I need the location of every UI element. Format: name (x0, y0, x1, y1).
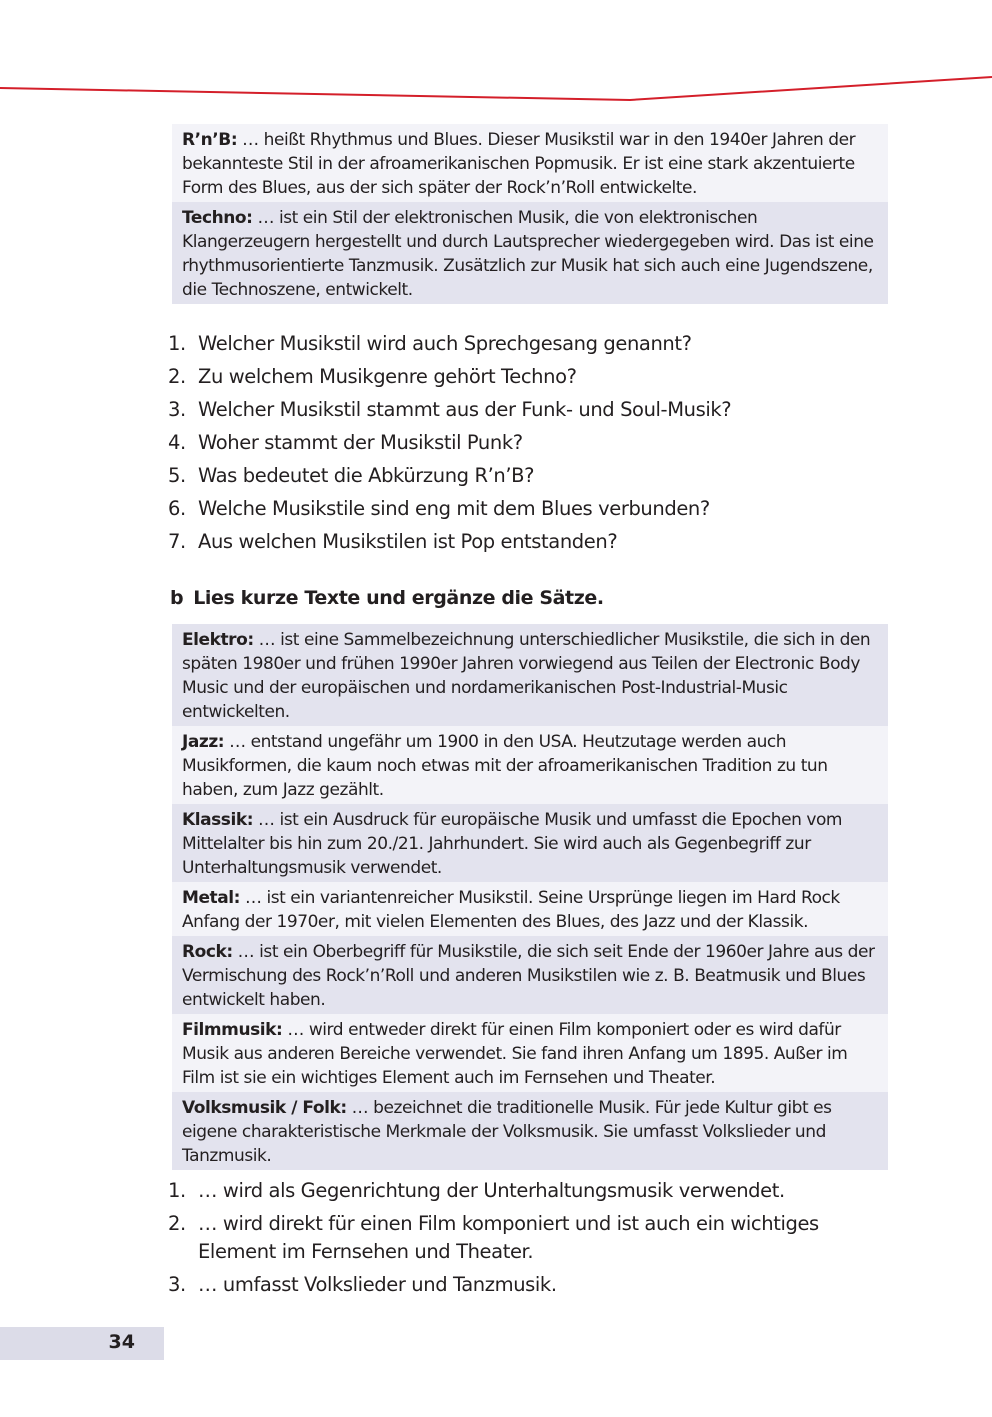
definition-text: … bezeichnet die traditionelle Musik. Für jede Kultur gibt es eigene charakteristische Merkmale der Volksmusik. Sie umfasst Volkslieder und Tanzmusik. (182, 1098, 832, 1166)
item-text: … wird direkt für einen Film komponiert und ist auch ein wichtiges Element im Fernsehen und Theater. (198, 1212, 819, 1263)
list-item (168, 360, 898, 393)
item-number: 2. (168, 365, 186, 388)
item-text: Aus welchen Musikstilen ist Pop entstanden? (198, 530, 618, 553)
item-text: Was bedeutet die Abkürzung R’n’B? (198, 464, 535, 487)
list-item (168, 525, 898, 558)
item-text: Zu welchem Musikgenre gehört Techno? (198, 365, 577, 388)
definition-entry-metal (172, 882, 888, 936)
definition-term: Filmmusik: (182, 1020, 283, 1040)
definition-term: Elektro: (182, 630, 254, 650)
definition-entry-techno (172, 202, 888, 304)
list-item (168, 459, 898, 492)
definition-entry-volksmusik (172, 1092, 888, 1170)
definition-term: R’n’B: (182, 130, 238, 150)
item-text: Woher stammt der Musikstil Punk? (198, 431, 523, 454)
item-number: 2. (168, 1212, 186, 1235)
item-number: 3. (168, 398, 186, 421)
definition-entry-jazz (172, 726, 888, 804)
definition-text: … ist ein Oberbegriff für Musikstile, die sich seit Ende der 1960er Jahre aus der Vermischung des Rock’n’Roll und anderen Musikstilen wie z. B. Beatmusik und Blues entwickelt haben. (182, 942, 875, 1010)
definition-text: … ist eine Sammelbezeichnung unterschiedlicher Musikstile, die sich in den späten 1980er und frühen 1990er Jahren vorwiegend aus Teilen der Electronic Body Music und der europäischen und nordamerikanischen Post-Industrial-Music entwickelten. (182, 630, 871, 722)
definition-term: Metal: (182, 888, 240, 908)
definition-entry-rnb (172, 124, 888, 202)
definition-entry-filmmusik (172, 1014, 888, 1092)
question-list-a (168, 327, 898, 558)
item-number: 5. (168, 464, 186, 487)
page-number-box (0, 1327, 164, 1360)
list-item (168, 426, 898, 459)
list-item (168, 1210, 898, 1266)
list-item (168, 393, 898, 426)
definition-text: … entstand ungefähr um 1900 in den USA. Heutzutage werden auch Musikformen, die kaum noch etwas mit der afroamerikanischen Tradition zu tun haben, zum Jazz gezählt. (182, 732, 828, 800)
item-number: 1. (168, 332, 186, 355)
definition-term: Rock: (182, 942, 233, 962)
item-number: 7. (168, 530, 186, 553)
item-text: … wird als Gegenrichtung der Unterhaltungsmusik verwendet. (198, 1179, 785, 1202)
definition-term: Volksmusik / Folk: (182, 1098, 347, 1118)
section-heading-b (170, 587, 604, 609)
definition-text: … ist ein Stil der elektronischen Musik, die von elektronischen Klangerzeugern hergestellt und durch Lautsprecher wiedergegeben wird. Das ist eine rhythmusorientierte Tanzmusik. Zusätzlich zur Musik hat sich auch eine Jugendszene, die Technoszene, entwickelt. (182, 208, 874, 300)
item-text: Welche Musikstile sind eng mit dem Blues verbunden? (198, 497, 710, 520)
sentence-list-b (168, 1177, 898, 1299)
definition-term: Klassik: (182, 810, 254, 830)
item-number: 3. (168, 1273, 186, 1296)
definitions-box-b (172, 624, 888, 1170)
definition-text: … heißt Rhythmus und Blues. Dieser Musikstil war in den 1940er Jahren der bekannteste Stil in der afroamerikanischen Popmusik. Er ist eine stark akzentuierte Form des Blues, aus der sich später der Rock’n’Roll entwickelte. (182, 130, 856, 198)
item-text: … umfasst Volkslieder und Tanzmusik. (198, 1273, 557, 1296)
header-decorative-line (0, 0, 992, 110)
item-number: 1. (168, 1179, 186, 1202)
list-item (168, 327, 898, 360)
definition-entry-klassik (172, 804, 888, 882)
section-letter: b (170, 587, 184, 609)
definition-entry-elektro (172, 624, 888, 726)
definition-text: … ist ein variantenreicher Musikstil. Seine Ursprünge liegen im Hard Rock Anfang der 1970er, mit vielen Elementen des Blues, des Jazz und der Klassik. (182, 888, 840, 932)
section-title: Lies kurze Texte und ergänze die Sätze. (193, 587, 604, 609)
definition-text: … wird entweder direkt für einen Film komponiert oder es wird dafür Musik aus anderen Bereiche verwendet. Sie fand ihren Anfang um 1895. Außer im Film ist sie ein wichtiges Element auch im Fernsehen und Theater. (182, 1020, 848, 1088)
definition-term: Jazz: (182, 732, 225, 752)
item-text: Welcher Musikstil stammt aus der Funk- und Soul-Musik? (198, 398, 732, 421)
definition-text: … ist ein Ausdruck für europäische Musik und umfasst die Epochen vom Mittelalter bis hin zum 20./21. Jahrhundert. Sie wird auch als Gegenbegriff zur Unterhaltungsmusik verwendet. (182, 810, 843, 878)
item-number: 6. (168, 497, 186, 520)
item-number: 4. (168, 431, 186, 454)
list-item (168, 492, 898, 525)
definition-entry-rock (172, 936, 888, 1014)
definitions-box-top (172, 124, 888, 304)
list-item (168, 1177, 898, 1205)
list-item (168, 1271, 898, 1299)
item-text: Welcher Musikstil wird auch Sprechgesang genannt? (198, 332, 692, 355)
definition-term: Techno: (182, 208, 253, 228)
page-number: 34 (108, 1331, 135, 1353)
